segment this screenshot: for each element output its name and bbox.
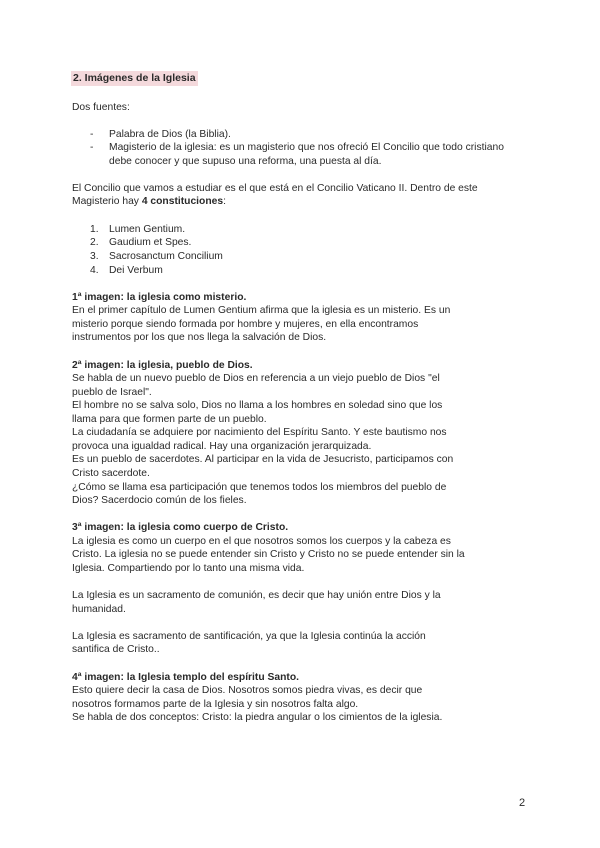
list-item-text: Palabra de Dios (la Biblia).	[109, 129, 231, 140]
council-text: :	[223, 196, 226, 207]
subsection-title: 4ª imagen: la Iglesia templo del espíritu Santo.	[72, 672, 299, 683]
constitutions-count: 4 constituciones	[141, 196, 224, 207]
list-item-text: Sacrosanctum Concilium	[109, 251, 223, 262]
list-item-text: Gaudium et Spes.	[109, 237, 192, 248]
paragraph-line: humanidad.	[72, 604, 126, 615]
list-number: 3.	[90, 251, 99, 262]
bullet-marker: -	[90, 129, 94, 140]
subsection-title: 3ª imagen: la iglesia como cuerpo de Cristo.	[72, 522, 289, 533]
paragraph-line: pueblo de Israel".	[72, 387, 152, 398]
list-number: 2.	[90, 237, 99, 248]
paragraph-line: Se habla de dos conceptos: Cristo: la piedra angular o los cimientos de la iglesia.	[72, 712, 443, 723]
paragraph-line: ¿Cómo se llama esa participación que tenemos todos los miembros del pueblo de	[72, 482, 447, 493]
paragraph-line: La ciudadanía se adquiere por nacimiento del Espíritu Santo. Y este bautismo nos	[72, 427, 447, 438]
paragraph-line: Es un pueblo de sacerdotes. Al participar en la vida de Jesucristo, participamos con	[72, 454, 454, 465]
council-paragraph-line	[72, 195, 226, 209]
paragraph-line: En el primer capítulo de Lumen Gentium afirma que la iglesia es un misterio. Es un	[72, 305, 451, 316]
list-number: 4.	[90, 265, 99, 276]
bullet-marker: -	[90, 142, 94, 153]
paragraph-line: La Iglesia es sacramento de santificación, ya que la Iglesia continúa la acción	[72, 631, 426, 642]
council-text: Magisterio hay	[72, 196, 142, 207]
paragraph-line: Se habla de un nuevo pueblo de Dios en referencia a un viejo pueblo de Dios "el	[72, 373, 440, 384]
list-item-text: debe conocer y que supuso una reforma, una puesta al día.	[109, 156, 382, 167]
paragraph-line: Iglesia. Compartiendo por lo tanto una misma vida.	[72, 563, 305, 574]
subsection-title: 2ª imagen: la iglesia, pueblo de Dios.	[72, 360, 253, 371]
page-number: 2	[519, 797, 526, 809]
paragraph-line: instrumentos por los que nos llega la salvación de Dios.	[72, 332, 327, 343]
paragraph-line: Esto quiere decir la casa de Dios. Nosotros somos piedra vivas, es decir que	[72, 685, 423, 696]
subsection-title: 1ª imagen: la iglesia como misterio.	[72, 292, 247, 303]
list-item-text: Lumen Gentium.	[109, 224, 186, 235]
list-item-text: Magisterio de la iglesia: es un magisterio que nos ofreció El Concilio que todo cristiano	[109, 142, 504, 153]
list-number: 1.	[90, 224, 99, 235]
paragraph-line: El hombre no se salva solo, Dios no llama a los hombres en soledad sino que los	[72, 400, 443, 411]
paragraph-line: Cristo sacerdote.	[72, 468, 150, 479]
paragraph-line: misterio porque siendo formada por hombre y mujeres, en ella encontramos	[72, 319, 419, 330]
paragraph-line: La iglesia es como un cuerpo en el que nosotros somos los cuerpos y la cabeza es	[72, 536, 451, 547]
paragraph-line: nosotros formamos parte de la Iglesia y sin nosotros falta algo.	[72, 699, 359, 710]
intro-text: Dos fuentes:	[72, 102, 130, 113]
section-heading: 2. Imágenes de la Iglesia	[73, 72, 196, 84]
paragraph-line: La Iglesia es un sacramento de comunión, es decir que hay unión entre Dios y la	[72, 590, 441, 601]
paragraph-line: santifica de Cristo..	[72, 644, 160, 655]
paragraph-line: provoca una igualdad radical. Hay una organización jerarquizada.	[72, 441, 372, 452]
council-paragraph-line: El Concilio que vamos a estudiar es el que está en el Concilio Vaticano II. Dentro de este	[72, 183, 478, 194]
paragraph-line: Cristo. La iglesia no se puede entender sin Cristo y Cristo no se puede entender sin la	[72, 549, 465, 560]
list-item-text: Dei Verbum	[109, 265, 163, 276]
paragraph-line: Dios? Sacerdocio común de los fieles.	[72, 495, 247, 506]
paragraph-line: llama para que formen parte de un pueblo.	[72, 414, 267, 425]
